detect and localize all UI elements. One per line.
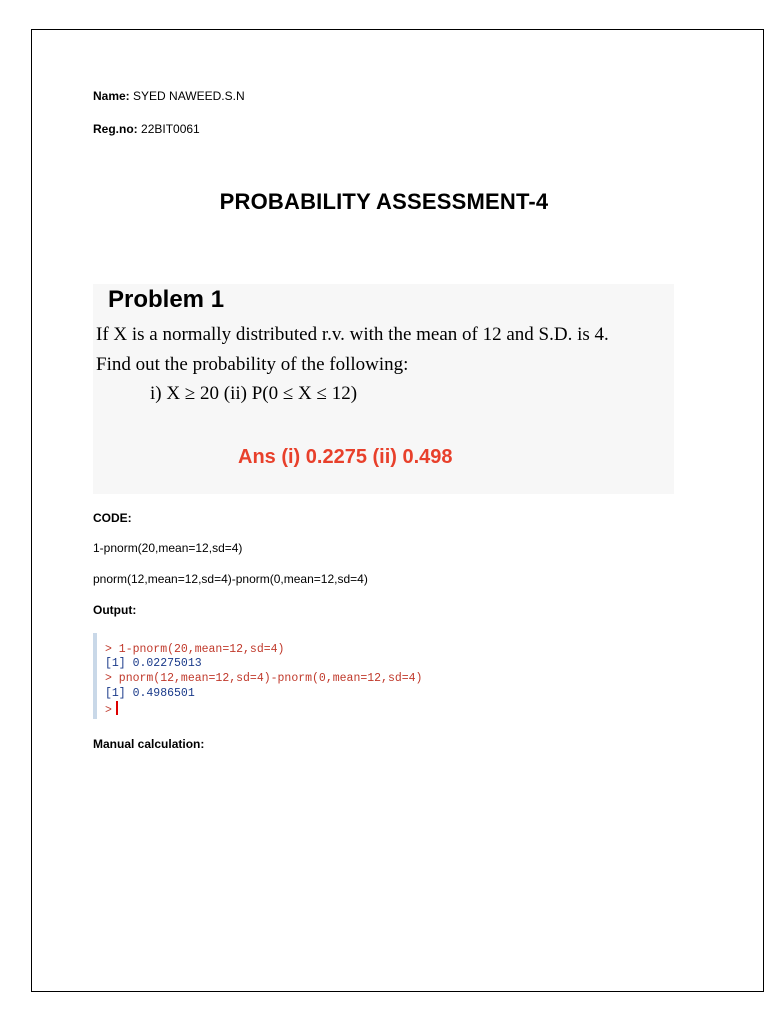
student-name-line <box>93 89 245 103</box>
console-result: [1] 0.02275013 <box>105 657 202 670</box>
name-value: SYED NAWEED.S.N <box>133 89 245 103</box>
code-line: 1-pnorm(20,mean=12,sd=4) <box>93 541 243 555</box>
prompt-symbol: > <box>105 704 112 717</box>
code-line: pnorm(12,mean=12,sd=4)-pnorm(0,mean=12,sd=4) <box>93 572 368 586</box>
code-label: CODE: <box>93 511 132 525</box>
problem-image <box>93 284 674 494</box>
console-result: [1] 0.4986501 <box>105 687 195 700</box>
problem-statement-line-2: Find out the probability of the following: <box>96 354 409 375</box>
problem-statement-line-1: If X is a normally distributed r.v. with the mean of 12 and S.D. is 4. <box>96 324 609 345</box>
manual-calculation-label: Manual calculation: <box>93 737 205 751</box>
problem-answer: Ans (i) 0.2275 (ii) 0.498 <box>238 446 453 468</box>
problem-statement-line-3: i) X ≥ 20 (ii) P(0 ≤ X ≤ 12) <box>150 383 358 404</box>
console-prompt <box>105 701 118 718</box>
student-reg-line <box>93 122 200 136</box>
text-cursor <box>116 701 118 715</box>
console-command: > 1-pnorm(20,mean=12,sd=4) <box>105 643 285 656</box>
reg-label: Reg.no: <box>93 122 138 136</box>
page-border <box>31 29 764 992</box>
page-title: PROBABILITY ASSESSMENT-4 <box>219 189 549 214</box>
reg-value: 22BIT0061 <box>141 122 200 136</box>
problem-heading: Problem 1 <box>108 286 225 313</box>
console-command: > pnorm(12,mean=12,sd=4)-pnorm(0,mean=12,sd=4) <box>105 672 423 685</box>
r-console-screenshot <box>93 633 478 719</box>
console-scroll-bar <box>93 633 97 719</box>
output-label: Output: <box>93 603 137 617</box>
name-label: Name: <box>93 89 130 103</box>
